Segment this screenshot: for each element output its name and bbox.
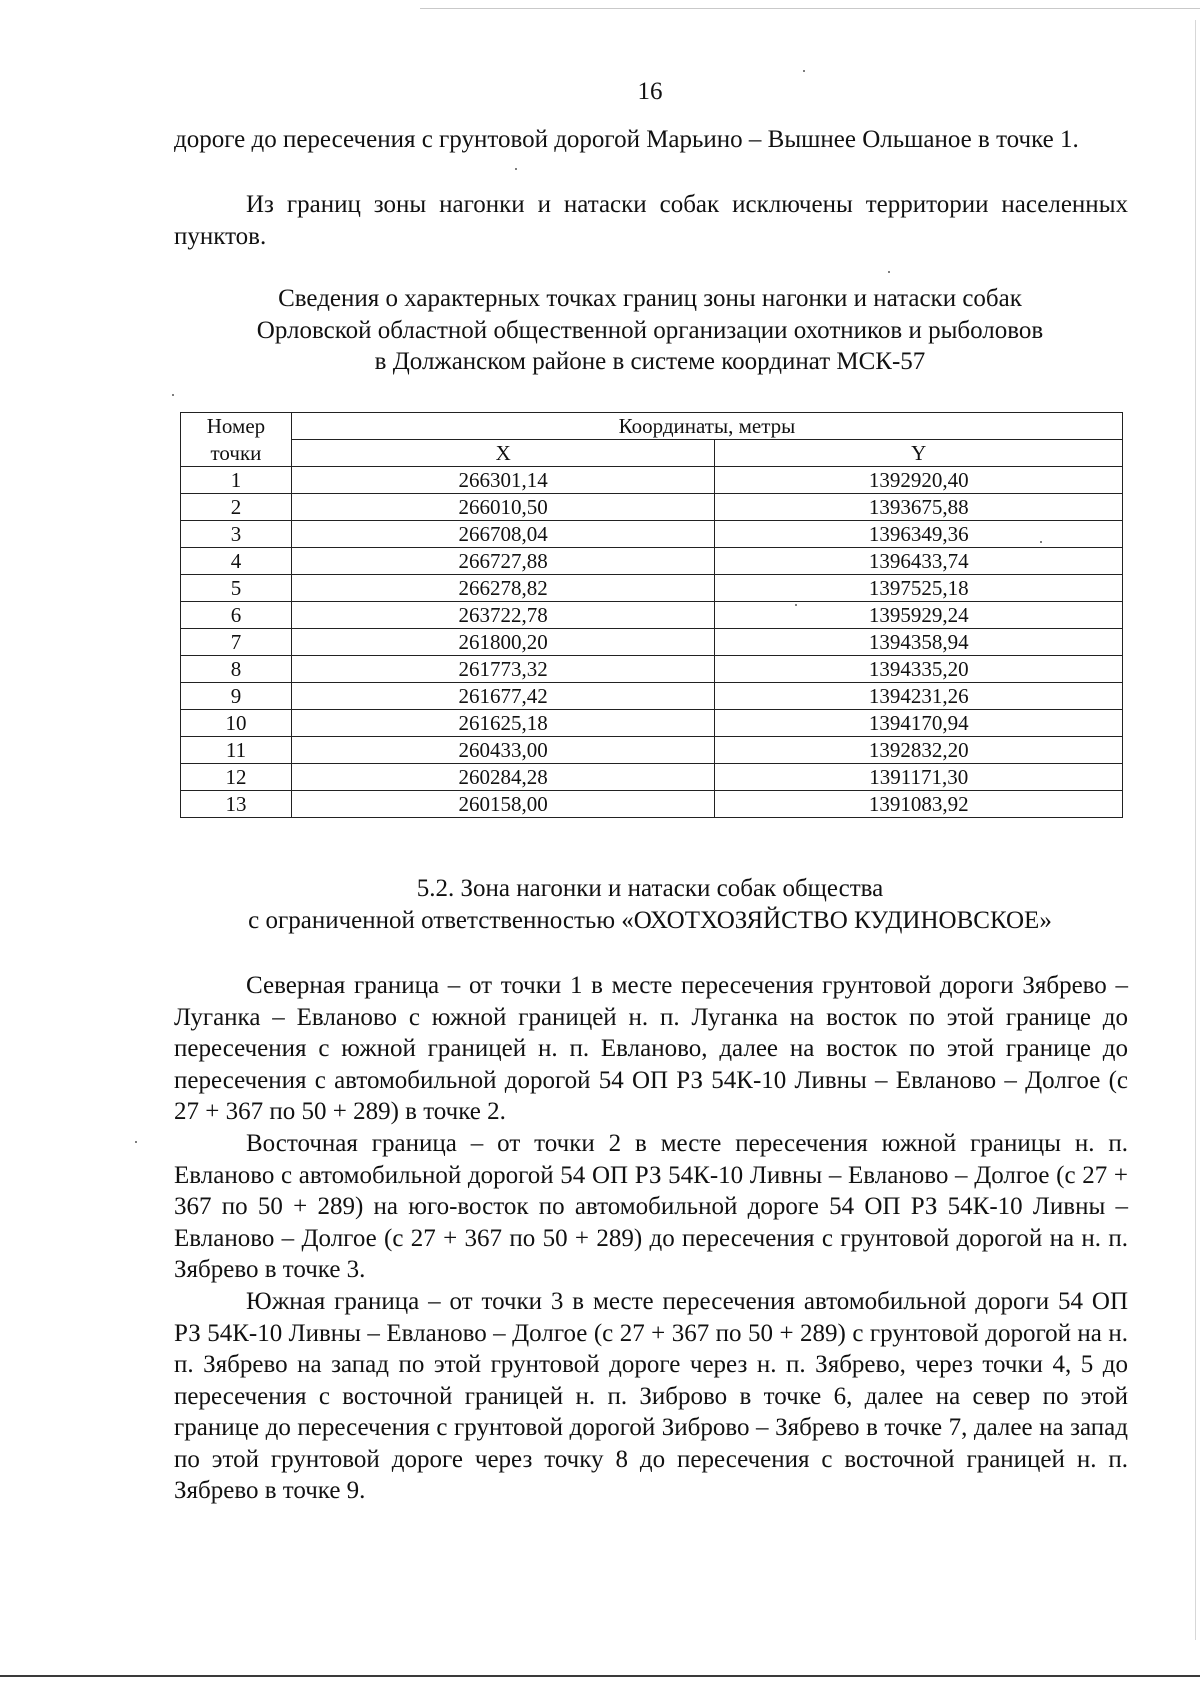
table-row (181, 683, 1123, 710)
table-row (181, 629, 1123, 656)
scan-artifact-line (1195, 20, 1196, 1640)
table-caption-line: Сведения о характерных точках границ зоны нагонки и натаски собак (278, 285, 1022, 312)
page-number: 16 (637, 78, 663, 105)
cell-x: 261625,18 (291, 710, 715, 737)
cell-y: 1397525,18 (715, 575, 1123, 602)
cell-point: 2 (181, 494, 292, 521)
table-header-row (181, 413, 1123, 440)
scan-speck (135, 1141, 137, 1143)
north-boundary-paragraph: Северная граница – от точки 1 в месте пересечения грунтовой дороги Зябрево – Луганка – Евланово с южной границей н. п. Луганка на восток по этой границе до пересечения с южной границей н. п. Евланово, далее на восток по этой границе до пересечения с автомобильной дорогой 54 ОП РЗ 54К-10 Ливны – Евланово – Долгое (с 27 + 367 по 50 + 289) в точке 2. (174, 972, 1128, 1125)
cell-y: 1391171,30 (715, 764, 1123, 791)
south-boundary-paragraph: Южная граница – от точки 3 в месте пересечения автомобильной дороги 54 ОП РЗ 54К-10 Ливны – Евланово – Долгое (с 27 + 367 по 50 + 289) с грунтовой дорогой на н. п. Зябрево на запад по этой грунтовой дороге через н. п. Зябрево, через точки 4, 5 до пересечения с восточной границей н. п. Зиброво в точке 6, далее на север по этой границе до пересечения с грунтовой дорогой Зиброво – Зябрево в точке 7, далее на запад по этой грунтовой дороге через точку 8 до пересечения с восточной границей н. п. Зябрево в точке 9. (174, 1288, 1128, 1504)
intro-continuation: дороге до пересечения с грунтовой дорогой Марьино – Вышнее Ольшаное в точке 1. (174, 126, 1079, 153)
coordinates-table (180, 412, 1123, 818)
header-point-number: точки (181, 440, 292, 467)
cell-x: 266278,82 (291, 575, 715, 602)
cell-x: 261677,42 (291, 683, 715, 710)
table-caption-line: в Должанском районе в системе координат МСК-57 (374, 348, 926, 375)
cell-point: 8 (181, 656, 292, 683)
table-row (181, 575, 1123, 602)
scan-speck (172, 394, 174, 396)
cell-point: 10 (181, 710, 292, 737)
header-coordinates: Координаты, метры (291, 413, 1122, 440)
cell-point: 7 (181, 629, 292, 656)
scan-speck (803, 70, 805, 72)
cell-y: 1394335,20 (715, 656, 1123, 683)
table-row (181, 521, 1123, 548)
cell-point: 13 (181, 791, 292, 818)
cell-point: 5 (181, 575, 292, 602)
cell-y: 1391083,92 (715, 791, 1123, 818)
cell-x: 260158,00 (291, 791, 715, 818)
table-row (181, 710, 1123, 737)
table-row (181, 467, 1123, 494)
cell-y: 1394358,94 (715, 629, 1123, 656)
cell-point: 12 (181, 764, 292, 791)
cell-x: 266708,04 (291, 521, 715, 548)
cell-x: 266301,14 (291, 467, 715, 494)
table-caption (150, 283, 1150, 378)
cell-point: 6 (181, 602, 292, 629)
cell-x: 266727,88 (291, 548, 715, 575)
cell-x: 261773,32 (291, 656, 715, 683)
scan-artifact-line (0, 1675, 1200, 1677)
cell-x: 260284,28 (291, 764, 715, 791)
scan-speck (515, 168, 517, 170)
cell-y: 1394170,94 (715, 710, 1123, 737)
table-header-row (181, 440, 1123, 467)
header-x: X (291, 440, 715, 467)
cell-x: 260433,00 (291, 737, 715, 764)
section-title-line: с ограниченной ответственностью «ОХОТХОЗЯЙСТВО КУДИНОВСКОЕ» (248, 906, 1052, 934)
cell-y: 1395929,24 (715, 602, 1123, 629)
cell-y: 1396349,36 (715, 521, 1123, 548)
cell-point: 4 (181, 548, 292, 575)
cell-y: 1396433,74 (715, 548, 1123, 575)
table-row (181, 656, 1123, 683)
cell-y: 1393675,88 (715, 494, 1123, 521)
section-title-line: 5.2. Зона нагонки и натаски собак общества (416, 875, 884, 902)
section-title (150, 873, 1150, 936)
cell-x: 266010,50 (291, 494, 715, 521)
cell-x: 261800,20 (291, 629, 715, 656)
header-point-number: Номер (181, 413, 292, 440)
cell-y: 1394231,26 (715, 683, 1123, 710)
table-row (181, 764, 1123, 791)
cell-point: 11 (181, 737, 292, 764)
cell-point: 1 (181, 467, 292, 494)
scan-artifact-line (420, 8, 1200, 9)
cell-point: 3 (181, 521, 292, 548)
cell-y: 1392920,40 (715, 467, 1123, 494)
table-row (181, 494, 1123, 521)
header-y: Y (715, 440, 1123, 467)
cell-y: 1392832,20 (715, 737, 1123, 764)
east-boundary-paragraph: Восточная граница – от точки 2 в месте пересечения южной границы н. п. Евланово с автомобильной дорогой 54 ОП РЗ 54К-10 Ливны – Евланово – Долгое (с 27 + 367 по 50 + 289) на юго-восток по автомобильной дороге 54 ОП РЗ 54К-10 Ливны – Евланово – Долгое (с 27 + 367 по 50 + 289) до пересечения с грунтовой дорогой на н. п. Зябрево в точке 3. (174, 1130, 1128, 1283)
cell-point: 9 (181, 683, 292, 710)
intro-exclusion: Из границ зоны нагонки и натаски собак исключены территории населенных пунктов. (174, 191, 1128, 250)
cell-x: 263722,78 (291, 602, 715, 629)
table-row (181, 737, 1123, 764)
table-row (181, 548, 1123, 575)
table-row (181, 791, 1123, 818)
scan-speck (888, 271, 890, 273)
table-row (181, 602, 1123, 629)
table-caption-line: Орловской областной общественной организации охотников и рыболовов (256, 316, 1044, 344)
